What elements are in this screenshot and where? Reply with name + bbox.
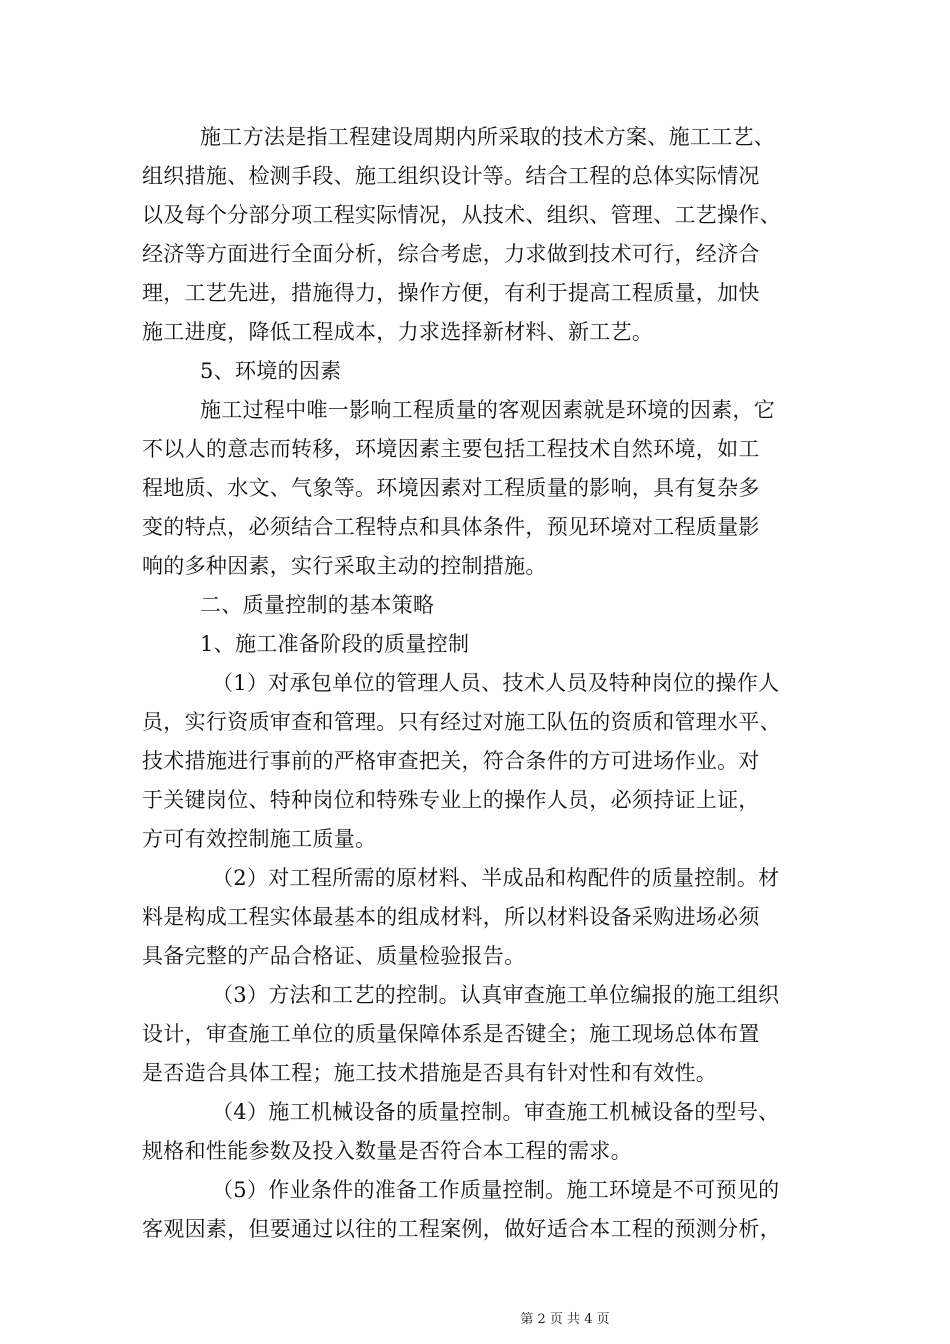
document-body xyxy=(142,118,808,1249)
text-line: 方可有效控制施工质量。 xyxy=(142,827,377,851)
text-line: （5）作业条件的准备工作质量控制。施工环境是不可预见的 xyxy=(212,1178,780,1202)
text-line: 料是构成工程实体最基本的组成材料，所以材料设备采购进场必须 xyxy=(142,905,760,929)
text-line: （3）方法和工艺的控制。认真审查施工单位编报的施工组织 xyxy=(212,983,780,1007)
text-line: 技术措施进行事前的严格审查把关，符合条件的方可进场作业。对 xyxy=(142,749,760,773)
text-line: 施工方法是指工程建设周期内所采取的技术方案、施工工艺、 xyxy=(200,125,776,149)
text-line: 经济等方面进行全面分析，综合考虑，力求做到技术可行，经济合 xyxy=(142,242,760,266)
text-line: 是否造合具体工程；施工技术措施是否具有针对性和有效性。 xyxy=(142,1061,718,1085)
text-line: 变的特点，必须结合工程特点和具体条件，预见环境对工程质量影 xyxy=(142,515,760,539)
page-number: 第 2 页 共 4 页 xyxy=(520,1312,610,1327)
text-line: 设计，审查施工单位的质量保障体系是否键全；施工现场总体布置 xyxy=(142,1022,760,1046)
text-line: 施工过程中唯一影响工程质量的客观因素就是环境的因素，它 xyxy=(200,398,776,422)
text-line: 5、环境的因素 xyxy=(200,359,342,383)
text-line: 响的多种因素，实行采取主动的控制措施。 xyxy=(142,554,547,578)
text-line: 员，实行资质审查和管理。只有经过对施工队伍的资质和管理水平、 xyxy=(142,710,781,734)
text-line: 不以人的意志而转移，环境因素主要包括工程技术自然环境，如工 xyxy=(142,437,760,461)
text-line: 1、施工准备阶段的质量控制 xyxy=(200,632,470,656)
text-line: （1）对承包单位的管理人员、技术人员及特种岗位的操作人 xyxy=(212,671,780,695)
text-line: 客观因素，但要通过以往的工程案例，做好适合本工程的预测分析， xyxy=(142,1217,781,1241)
text-line: 理，工艺先进，措施得力，操作方便，有利于提高工程质量，加快 xyxy=(142,281,760,305)
text-line: 程地质、水文、气象等。环境因素对工程质量的影响，具有复杂多 xyxy=(142,476,760,500)
text-line: 于关键岗位、特种岗位和特殊专业上的操作人员，必须持证上证， xyxy=(142,788,760,812)
text-line: 以及每个分部分项工程实际情况，从技术、组织、管理、工艺操作、 xyxy=(142,203,781,227)
text-line: 具备完整的产品合格证、质量检验报告。 xyxy=(142,944,526,968)
text-line: 施工进度，降低工程成本，力求选择新材料、新工艺。 xyxy=(142,320,654,344)
text-line: （4）施工机械设备的质量控制。审查施工机械设备的型号、 xyxy=(212,1100,780,1124)
text-line: 规格和性能参数及投入数量是否符合本工程的需求。 xyxy=(142,1139,632,1163)
text-line: （2）对工程所需的原材料、半成品和构配件的质量控制。材 xyxy=(212,866,780,890)
text-line: 二、质量控制的基本策略 xyxy=(200,593,435,617)
text-line: 组织措施、检测手段、施工组织设计等。结合工程的总体实际情况 xyxy=(142,164,760,188)
page-footer xyxy=(0,1308,950,1327)
